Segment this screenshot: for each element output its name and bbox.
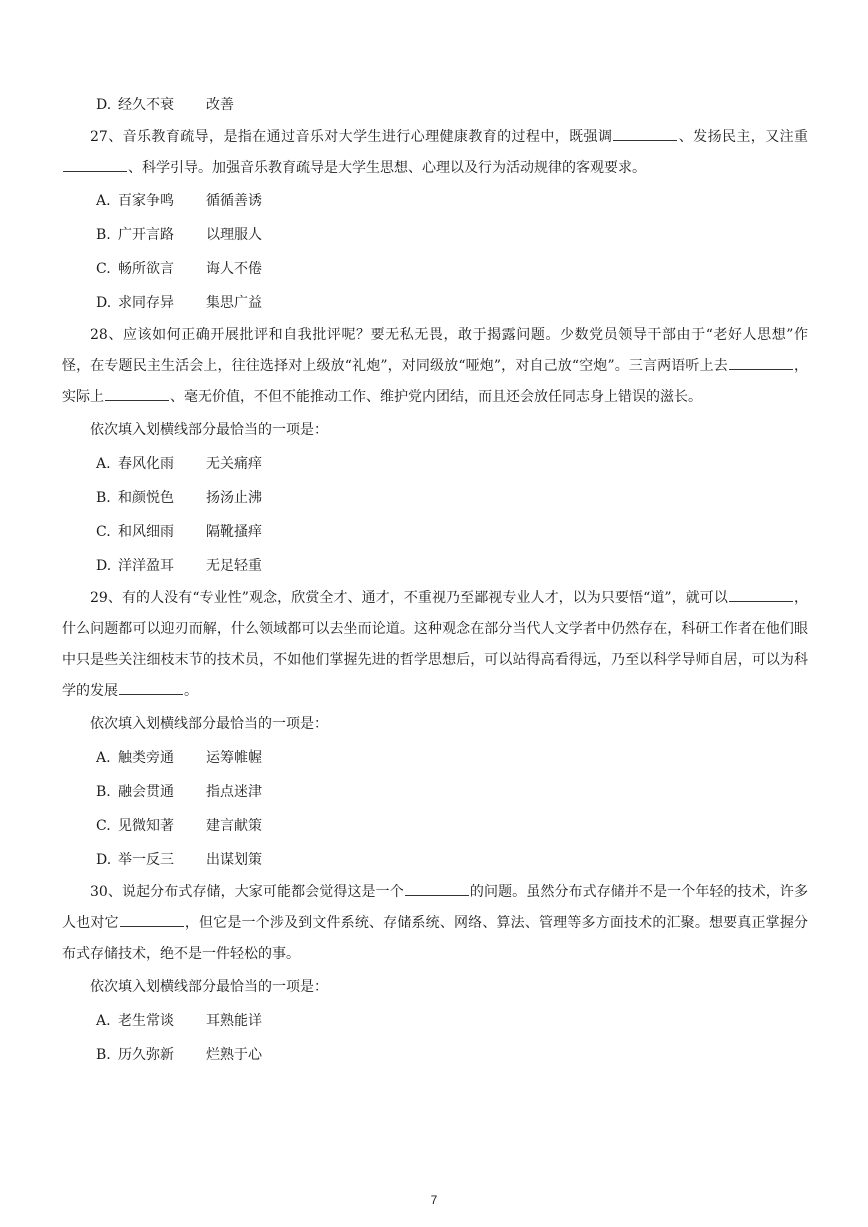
option-letter: B. bbox=[96, 490, 111, 506]
fill-blank bbox=[729, 587, 793, 602]
q27-stem bbox=[62, 122, 808, 184]
option-word-1: 见微知著 bbox=[118, 818, 174, 834]
page-number: 7 bbox=[430, 1193, 438, 1207]
option-word-1: 和风细雨 bbox=[118, 524, 174, 540]
option-letter: A. bbox=[96, 456, 111, 472]
stem-text: 27、音乐教育疏导，是指在通过音乐对大学生进行心理健康教育的过程中，既强调 bbox=[90, 129, 613, 145]
option-letter: B. bbox=[96, 1047, 111, 1063]
stem-text: 、科学引导。加强音乐教育疏导是大学生思想、心理以及行为活动规律的客观要求。 bbox=[128, 160, 646, 176]
q28-option-d bbox=[62, 549, 808, 583]
q28-option-c bbox=[62, 515, 808, 549]
q27-option-b bbox=[62, 218, 808, 252]
q30-stem bbox=[62, 877, 808, 970]
option-word-2: 扬汤止沸 bbox=[206, 490, 262, 506]
q29-option-c bbox=[62, 809, 808, 843]
option-letter: B. bbox=[96, 227, 111, 243]
option-word-2: 以理服人 bbox=[206, 227, 262, 243]
option-letter: A. bbox=[96, 750, 111, 766]
q30-option-a bbox=[62, 1004, 808, 1038]
option-word-2: 烂熟于心 bbox=[206, 1047, 262, 1063]
option-word-1: 和颜悦色 bbox=[118, 490, 174, 506]
option-word-1: 历久弥新 bbox=[118, 1047, 174, 1063]
stem-text: 。 bbox=[184, 683, 198, 699]
option-word-1: 触类旁通 bbox=[118, 750, 174, 766]
option-word-1: 畅所欲言 bbox=[118, 261, 174, 277]
fill-blank bbox=[119, 680, 183, 695]
fill-blank bbox=[729, 355, 793, 370]
option-letter: A. bbox=[96, 193, 111, 209]
stem-text: 28、应该如何正确开展批评和自我批评呢？要无私无畏，敢于揭露问题。少数党员领导干部由于“老好人思想”作怪，在专题民主生活会上，往往选择对上级放“礼炮”，对同级放“哑炮”，对自己放“空炮”。三言两语听上去 bbox=[62, 327, 808, 374]
stem-text: 29、有的人没有“专业性”观念，欣赏全才、通才，不重视乃至鄙视专业人才，以为只要悟“道”，就可以 bbox=[90, 590, 728, 606]
fill-blank bbox=[105, 386, 169, 401]
q29-option-b bbox=[62, 775, 808, 809]
option-word-2: 诲人不倦 bbox=[206, 261, 262, 277]
option-word-1: 举一反三 bbox=[118, 852, 174, 868]
option-letter: D. bbox=[96, 558, 112, 574]
q29-option-d bbox=[62, 843, 808, 877]
q30-option-b bbox=[62, 1038, 808, 1072]
option-word-2: 集思广益 bbox=[206, 295, 262, 311]
option-letter: C. bbox=[96, 818, 111, 834]
stem-text: 30、说起分布式存储，大家可能都会觉得这是一个 bbox=[90, 884, 404, 900]
q28-prompt: 依次填入划横线部分最恰当的一项是： bbox=[90, 422, 328, 438]
fill-blank bbox=[120, 912, 184, 927]
stem-text: ，什么问题都可以迎刃而解，什么领域都可以去坐而论道。这种观念在部分当代人文学者中仍然存在，科研工作者在他们眼中只是些关注细枝末节的技术员，不如他们掌握先进的哲学思想后，可以站得高看得远，乃至以科学导师自居，可以为科学的发展 bbox=[62, 590, 808, 699]
option-word-2: 运筹帷幄 bbox=[206, 750, 262, 766]
option-letter: D. bbox=[96, 97, 112, 113]
option-letter: D. bbox=[96, 852, 112, 868]
option-word-2: 指点迷津 bbox=[206, 784, 262, 800]
page-content bbox=[62, 88, 808, 1072]
q27-option-d bbox=[62, 286, 808, 320]
q29-stem bbox=[62, 583, 808, 707]
option-word-2: 无关痛痒 bbox=[206, 456, 262, 472]
q29-option-a bbox=[62, 741, 808, 775]
option-letter: D. bbox=[96, 295, 112, 311]
q30-prompt: 依次填入划横线部分最恰当的一项是： bbox=[90, 979, 328, 995]
q28-option-a bbox=[62, 447, 808, 481]
option-word-1: 老生常谈 bbox=[118, 1013, 174, 1029]
fill-blank bbox=[63, 157, 127, 172]
option-word-2: 循循善诱 bbox=[206, 193, 262, 209]
fill-blank bbox=[613, 126, 677, 141]
option-word-2: 出谋划策 bbox=[206, 852, 262, 868]
option-word-1: 百家争鸣 bbox=[118, 193, 174, 209]
stem-text: 的问题。虽然分布式存储并不是一个年轻的技术，许多人也对它 bbox=[62, 884, 808, 931]
fill-blank bbox=[405, 881, 469, 896]
stem-text: 、毫无价值，不但不能推动工作、维护党内团结，而且还会放任同志身上错误的滋长。 bbox=[170, 389, 702, 405]
option-letter: A. bbox=[96, 1013, 111, 1029]
option-word-1: 求同存异 bbox=[118, 295, 174, 311]
q28-stem bbox=[62, 320, 808, 413]
q26-option-d bbox=[62, 88, 808, 122]
q28-option-b bbox=[62, 481, 808, 515]
option-word-2: 耳熟能详 bbox=[206, 1013, 262, 1029]
q27-option-a bbox=[62, 184, 808, 218]
option-word-2: 建言献策 bbox=[206, 818, 262, 834]
option-letter: B. bbox=[96, 784, 111, 800]
q29-prompt: 依次填入划横线部分最恰当的一项是： bbox=[90, 716, 328, 732]
option-word-1: 经久不衰 bbox=[118, 97, 174, 113]
option-letter: C. bbox=[96, 524, 111, 540]
option-word-1: 洋洋盈耳 bbox=[118, 558, 174, 574]
option-word-1: 春风化雨 bbox=[118, 456, 174, 472]
option-letter: C. bbox=[96, 261, 111, 277]
stem-text: ，实际上 bbox=[62, 358, 808, 405]
q27-option-c bbox=[62, 252, 808, 286]
option-word-2: 隔靴搔痒 bbox=[206, 524, 262, 540]
stem-text: ，但它是一个涉及到文件系统、存储系统、网络、算法、管理等多方面技术的汇聚。想要真正掌握分布式存储技术，绝不是一件轻松的事。 bbox=[62, 915, 809, 962]
stem-text: 、发扬民主，又注重 bbox=[678, 129, 809, 145]
option-word-1: 广开言路 bbox=[118, 227, 174, 243]
option-word-1: 融会贯通 bbox=[118, 784, 174, 800]
option-word-2: 无足轻重 bbox=[206, 558, 262, 574]
option-word-2: 改善 bbox=[206, 97, 234, 113]
